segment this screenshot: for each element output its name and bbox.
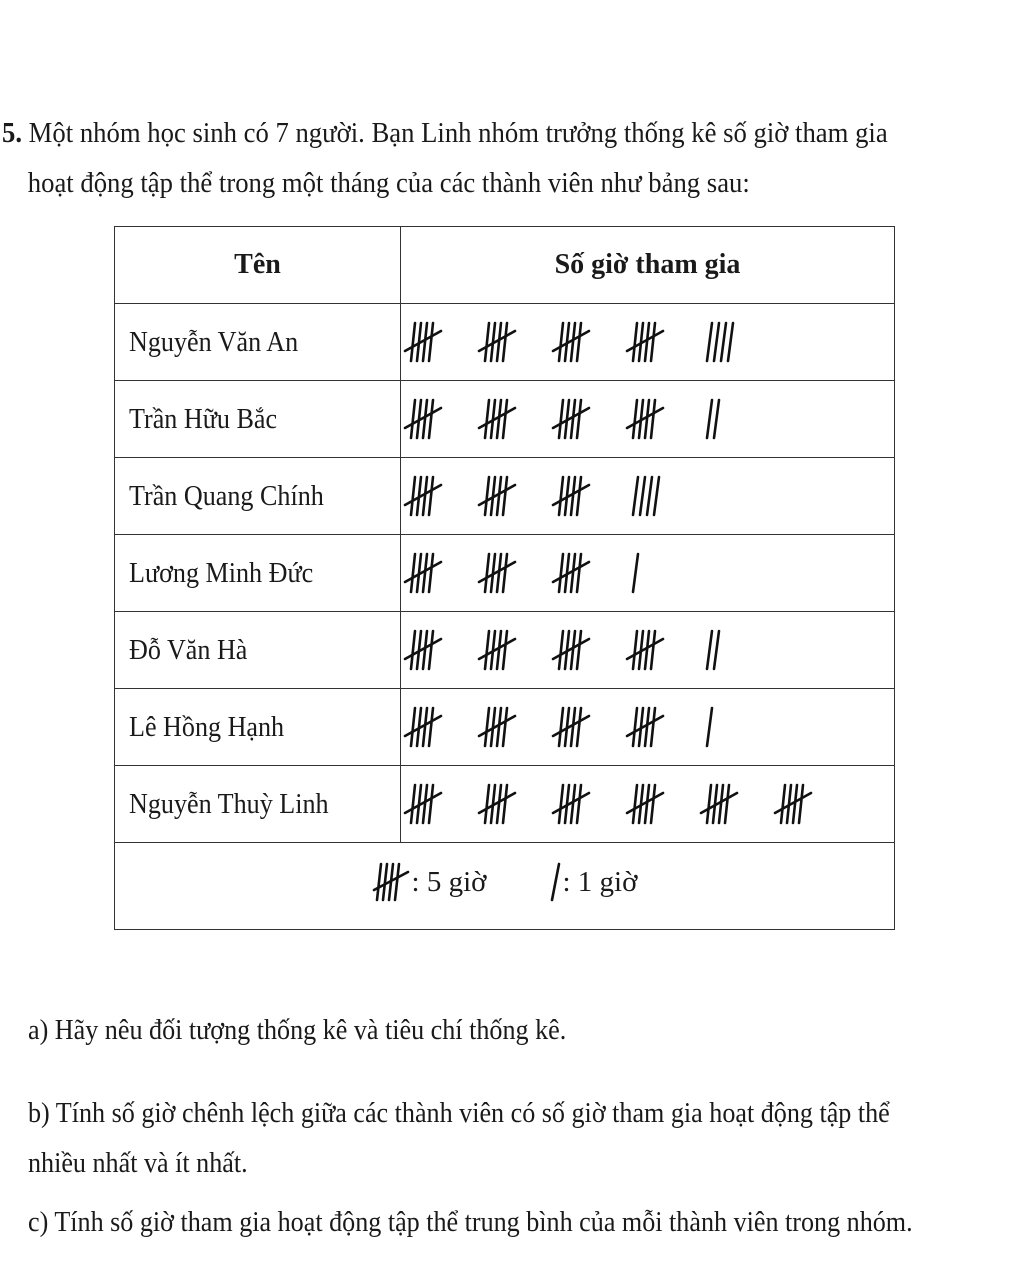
legend-one-label: : 1 giờ xyxy=(562,865,638,898)
table-row xyxy=(115,458,895,535)
tally-table xyxy=(114,226,895,930)
problem-statement xyxy=(2,108,1023,208)
problem-line-2: hoạt động tập thể trong một tháng của các thành viên như bảng sau: xyxy=(27,167,750,199)
header-hours: Số giờ tham gia xyxy=(401,227,895,304)
problem-number: 5. xyxy=(2,117,23,149)
tally-group-five xyxy=(553,477,589,515)
member-name: Nguyễn Văn An xyxy=(129,325,299,358)
member-name-cell xyxy=(115,689,401,766)
tally-group-five xyxy=(479,785,515,823)
tally-group-ones xyxy=(707,400,719,438)
tally-group-five xyxy=(553,631,589,669)
tally-group-five xyxy=(479,554,515,592)
question-b-line-2: nhiều nhất và ít nhất. xyxy=(28,1147,248,1179)
tally-group-five xyxy=(479,708,515,746)
tally-marks-cell xyxy=(401,766,895,843)
tally-group-five xyxy=(479,323,515,361)
table-row xyxy=(115,304,895,381)
tally-group-five xyxy=(405,554,441,592)
tally-group-five xyxy=(553,708,589,746)
tally-marks-cell xyxy=(401,535,895,612)
table-row xyxy=(115,612,895,689)
tally-group-five xyxy=(627,400,663,438)
tally-group-five xyxy=(405,477,441,515)
tally-group-five xyxy=(627,708,663,746)
tally-group-five xyxy=(627,323,663,361)
member-name: Trần Hữu Bắc xyxy=(129,402,278,435)
tally-group-five xyxy=(479,400,515,438)
tally-marks xyxy=(401,548,841,598)
tally-group-five xyxy=(775,785,811,823)
tally-marks-cell xyxy=(401,612,895,689)
question-b xyxy=(28,1088,890,1188)
tally-group-ones xyxy=(633,554,638,592)
table-row xyxy=(115,535,895,612)
tally-one-icon xyxy=(547,860,563,904)
member-name: Đỗ Văn Hà xyxy=(129,633,248,666)
tally-group-five xyxy=(553,400,589,438)
member-name-cell xyxy=(115,304,401,381)
tally-marks-cell xyxy=(401,304,895,381)
tally-five-icon xyxy=(372,860,412,904)
legend-row xyxy=(115,843,895,930)
member-name-cell xyxy=(115,458,401,535)
question-c: c) Tính số giờ tham gia hoạt động tập thể trung bình của mỗi thành viên trong nhóm. xyxy=(28,1206,913,1238)
tally-marks xyxy=(401,779,841,829)
member-name-cell xyxy=(115,766,401,843)
member-name-cell xyxy=(115,612,401,689)
legend-cell xyxy=(115,843,895,930)
tally-marks xyxy=(401,625,841,675)
member-name-cell xyxy=(115,381,401,458)
member-name: Lê Hồng Hạnh xyxy=(129,710,285,743)
tally-group-five xyxy=(405,785,441,823)
tally-group-five xyxy=(405,708,441,746)
tally-group-five xyxy=(479,631,515,669)
member-name: Lương Minh Đức xyxy=(129,556,314,589)
tally-group-five xyxy=(701,785,737,823)
question-b-line-1: b) Tính số giờ chênh lệch giữa các thành viên có số giờ tham gia hoạt động tập thể xyxy=(28,1097,890,1129)
tally-group-ones xyxy=(707,631,719,669)
table-body xyxy=(115,304,895,843)
question-a: a) Hãy nêu đối tượng thống kê và tiêu chí thống kê. xyxy=(28,1014,567,1046)
tally-group-five xyxy=(405,400,441,438)
table-header-row xyxy=(115,227,895,304)
tally-marks-cell xyxy=(401,458,895,535)
problem-line-1: Một nhóm học sinh có 7 người. Bạn Linh nhóm trưởng thống kê số giờ tham gia xyxy=(28,117,888,149)
tally-group-ones xyxy=(707,323,733,361)
legend-five-label: : 5 giờ xyxy=(411,865,487,898)
table-row xyxy=(115,689,895,766)
tally-marks xyxy=(401,471,841,521)
tally-marks-cell xyxy=(401,689,895,766)
tally-group-five xyxy=(479,477,515,515)
member-name-cell xyxy=(115,535,401,612)
table-row xyxy=(115,766,895,843)
tally-marks xyxy=(401,317,841,367)
tally-marks xyxy=(401,394,841,444)
member-name: Nguyễn Thuỳ Linh xyxy=(129,787,329,820)
tally-group-ones xyxy=(707,708,712,746)
tally-marks xyxy=(401,702,841,752)
tally-group-five xyxy=(553,554,589,592)
member-name: Trần Quang Chính xyxy=(129,479,324,512)
tally-marks-cell xyxy=(401,381,895,458)
tally-group-five xyxy=(553,323,589,361)
tally-group-ones xyxy=(633,477,659,515)
tally-group-five xyxy=(405,631,441,669)
tally-group-five xyxy=(553,785,589,823)
tally-group-five xyxy=(405,323,441,361)
tally-group-five xyxy=(627,785,663,823)
tally-group-five xyxy=(627,631,663,669)
table-row xyxy=(115,381,895,458)
header-name: Tên xyxy=(115,227,401,304)
